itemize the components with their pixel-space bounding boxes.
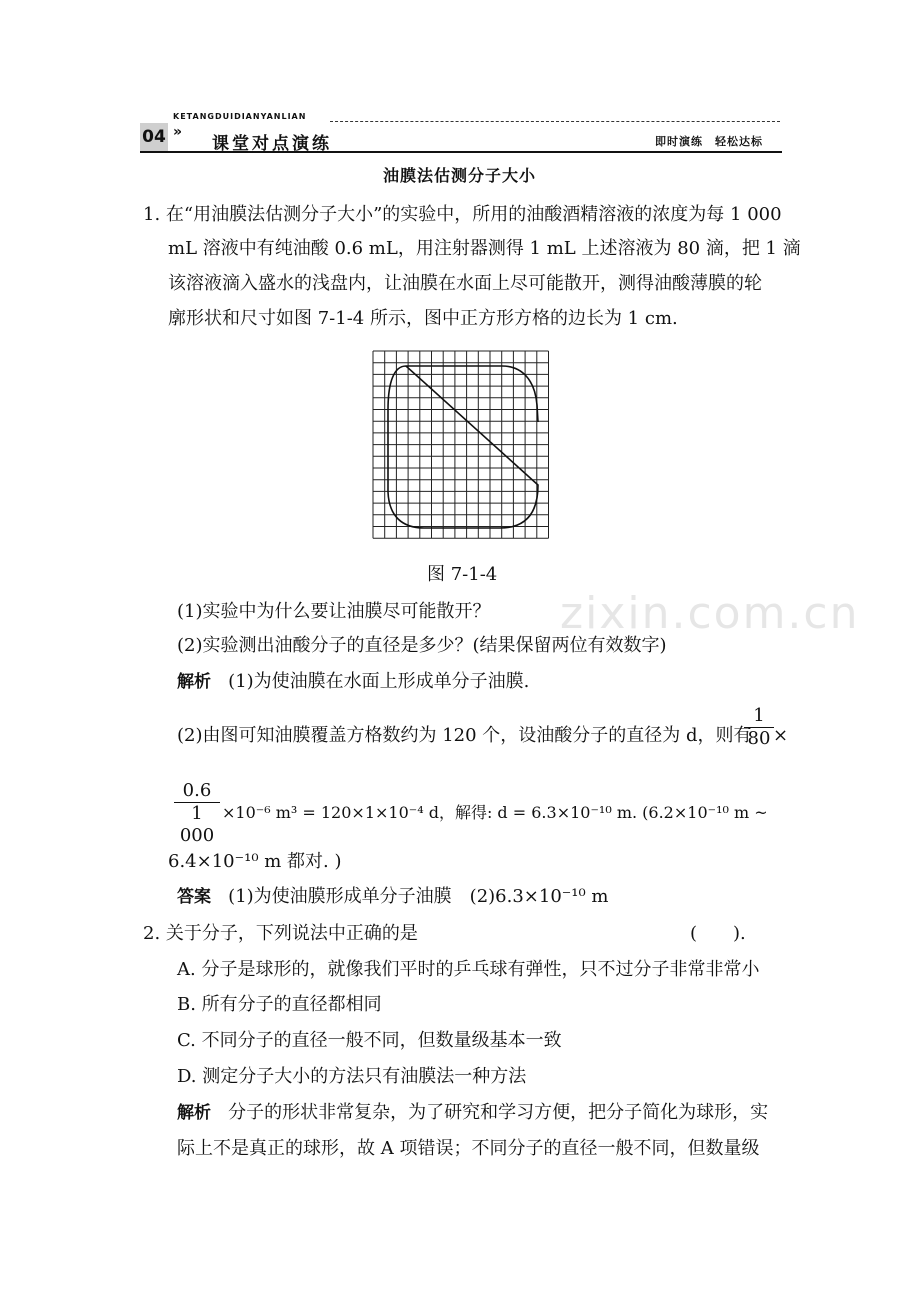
- q1-analysis-line-1: [177, 670, 529, 694]
- fraction-numerator: 0.6: [182, 780, 212, 801]
- header-section-number: 04: [140, 123, 168, 151]
- header-title: 课堂对点演练: [212, 134, 332, 154]
- q1-analysis-line-3: ×10⁻⁶ m³ = 120×1×10⁻⁴ d，解得: d = 6.3×10⁻¹⁰ m. (6.2×10⁻¹⁰ m ~: [222, 803, 768, 822]
- q1-answer-line: [177, 885, 609, 909]
- q2-analysis-text-1: 分子的形状非常复杂，为了研究和学习方便，把分子简化为球形，实: [228, 1102, 769, 1123]
- header-chevron-icon: »: [173, 124, 183, 140]
- header-right-label: 即时演练 轻松达标: [655, 135, 763, 148]
- analysis-label: 解析: [177, 672, 211, 692]
- q1-sub-question-2: (2)实验测出油酸分子的直径是多少？(结果保留两位有效数字): [177, 635, 667, 656]
- q2-option-a: A. 分子是球形的，就像我们平时的乒乓球有弹性，只不过分子非常非常小: [177, 959, 760, 980]
- fraction-1-over-80: [744, 705, 774, 750]
- q1-sub-question-1: (1)实验中为什么要让油膜尽可能散开？: [177, 601, 491, 622]
- q2-analysis-line-1: [177, 1101, 768, 1125]
- q1-line-1: 1. 在“用油膜法估测分子大小”的实验中，所用的油酸酒精溶液的浓度为每 1 000: [143, 204, 782, 225]
- section-title: 油膜法估测分子大小: [383, 166, 537, 185]
- q1-answer-text: (1)为使油膜形成单分子油膜 (2)6.3×10⁻¹⁰ m: [228, 886, 609, 907]
- q1-analysis-line-4: 6.4×10⁻¹⁰ m 都对. ): [168, 851, 342, 872]
- q1-analysis-text-1: (1)为使油膜在水面上形成单分子油膜.: [228, 671, 530, 692]
- q1-line-2: mL 溶液中有纯油酸 0.6 mL，用注射器测得 1 mL 上述溶液为 80 滴，把 1 滴: [168, 238, 801, 259]
- q2-analysis-line-2: 际上不是真正的球形，故 A 项错误；不同分子的直径一般不同，但数量级: [177, 1138, 760, 1159]
- answer-label: 答案: [177, 887, 211, 907]
- oil-film-outline: [388, 366, 538, 528]
- fraction-0.6-over-1000: [174, 780, 220, 847]
- fraction-numerator: 1: [753, 705, 765, 726]
- figure-caption: 图 7-1-4: [427, 564, 498, 585]
- fraction-denominator: 1 000: [174, 802, 220, 847]
- header-dashed-rule: [330, 121, 780, 122]
- q2-stem: 2. 关于分子，下列说法中正确的是: [143, 923, 418, 944]
- times-sign: ×: [773, 725, 789, 746]
- q2-option-d: D. 测定分子大小的方法只有油膜法一种方法: [177, 1066, 527, 1087]
- analysis-label: 解析: [177, 1103, 211, 1123]
- header-pinyin: KETANGDUIDIANYANLIAN: [173, 112, 307, 121]
- q1-line-3: 该溶液滴入盛水的浅盘内，让油膜在水面上尽可能散开，测得油酸薄膜的轮: [168, 273, 762, 294]
- q1-analysis-line-2: (2)由图可知油膜覆盖方格数约为 120 个，设油酸分子的直径为 d，则有: [177, 725, 752, 746]
- q2-option-b: B. 所有分子的直径都相同: [177, 994, 382, 1015]
- watermark: zixin.com.cn: [560, 588, 860, 639]
- q1-line-4: 廓形状和尺寸如图 7-1-4 所示，图中正方形方格的边长为 1 cm.: [168, 308, 678, 329]
- oil-film-grid-figure: [372, 350, 552, 544]
- q2-option-c: C. 不同分子的直径一般不同，但数量级基本一致: [177, 1030, 562, 1051]
- fraction-denominator: 80: [744, 727, 774, 750]
- header-rule: [140, 151, 782, 153]
- q2-answer-bracket: ( ).: [690, 923, 746, 944]
